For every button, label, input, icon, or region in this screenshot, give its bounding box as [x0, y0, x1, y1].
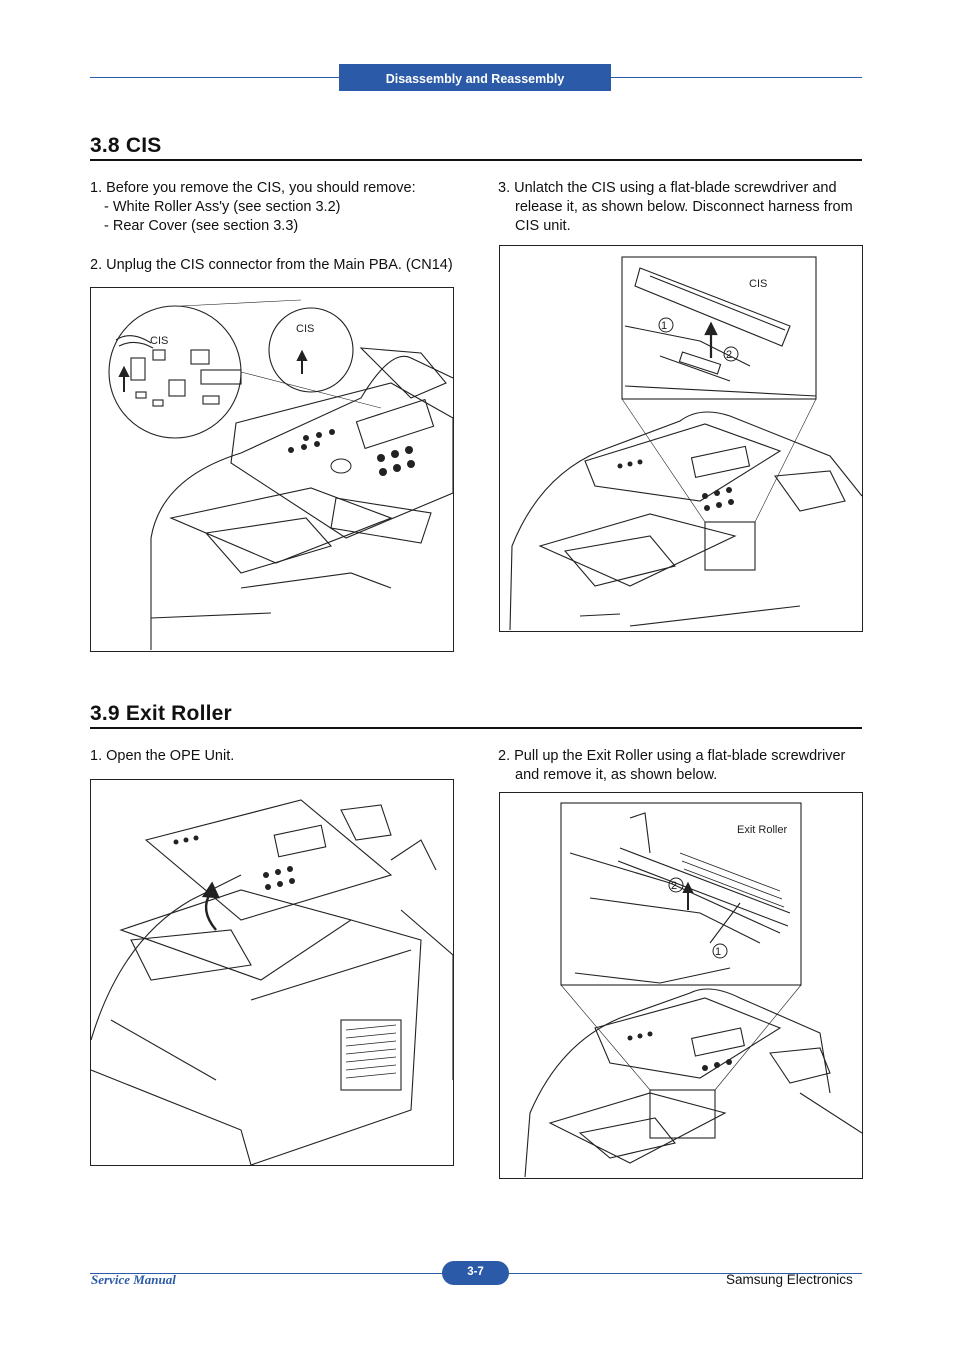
cis-unlatch-illustration — [500, 246, 862, 631]
cis-label: CIS — [749, 278, 768, 290]
cis-step-1 — [90, 179, 416, 236]
figure-cis-connector — [90, 287, 454, 652]
cis-step-1-line: - Rear Cover (see section 3.3) — [104, 218, 299, 234]
exit-step-1 — [90, 747, 234, 766]
header-section-tab: Disassembly and Reassembly — [339, 64, 611, 91]
cis-step-2 — [90, 256, 453, 275]
cis-step-3-line: 3. Unlatch the CIS using a flat-blade screwdriver and — [498, 180, 837, 196]
cis-label-right: CIS — [296, 323, 315, 335]
footer-service-manual: Service Manual — [91, 1272, 176, 1287]
cis-step-3-line: release it, as shown below. Disconnect harness from — [515, 199, 853, 215]
exit-step-2-line: 2. Pull up the Exit Roller using a flat-blade screwdriver — [498, 748, 846, 764]
cis-step-3-line: CIS unit. — [515, 218, 571, 234]
section-title-exit-roller: 3.9 Exit Roller — [90, 702, 232, 725]
callout-2: 2 — [671, 880, 678, 892]
exit-roller-illustration — [500, 793, 862, 1178]
callout-2: 2 — [726, 349, 733, 361]
zoom-circle-pba — [109, 306, 241, 438]
footer-company: Samsung Electronics — [726, 1272, 853, 1287]
page-number: 3-7 — [442, 1261, 509, 1285]
exit-step-1-text: 1. Open the OPE Unit. — [90, 748, 235, 764]
section-rule-exit-roller — [90, 727, 862, 729]
figure-exit-roller — [499, 792, 863, 1179]
cis-label-left: CIS — [150, 335, 169, 347]
cis-step-2-text: 2. Unplug the CIS connector from the Main PBA. (CN14) — [90, 257, 453, 273]
callout-1: 1 — [715, 946, 722, 958]
exit-roller-label: Exit Roller — [737, 824, 788, 836]
detail-inset — [622, 257, 816, 399]
figure-cis-unlatch — [499, 245, 863, 632]
exit-step-2 — [498, 747, 845, 785]
zoom-circle-cis — [269, 308, 353, 392]
section-title-cis: 3.8 CIS — [90, 134, 162, 157]
cis-connector-illustration — [91, 288, 453, 651]
section-rule-cis — [90, 159, 862, 161]
figure-open-ope — [90, 779, 454, 1166]
cis-step-1-line: - White Roller Ass'y (see section 3.2) — [104, 199, 341, 215]
cis-step-1-line: 1. Before you remove the CIS, you should remove: — [90, 180, 416, 196]
cis-step-3 — [498, 179, 853, 236]
exit-step-2-line: and remove it, as shown below. — [515, 767, 718, 783]
callout-1: 1 — [661, 320, 668, 332]
open-ope-illustration — [91, 780, 453, 1165]
ope-panel — [146, 800, 391, 920]
